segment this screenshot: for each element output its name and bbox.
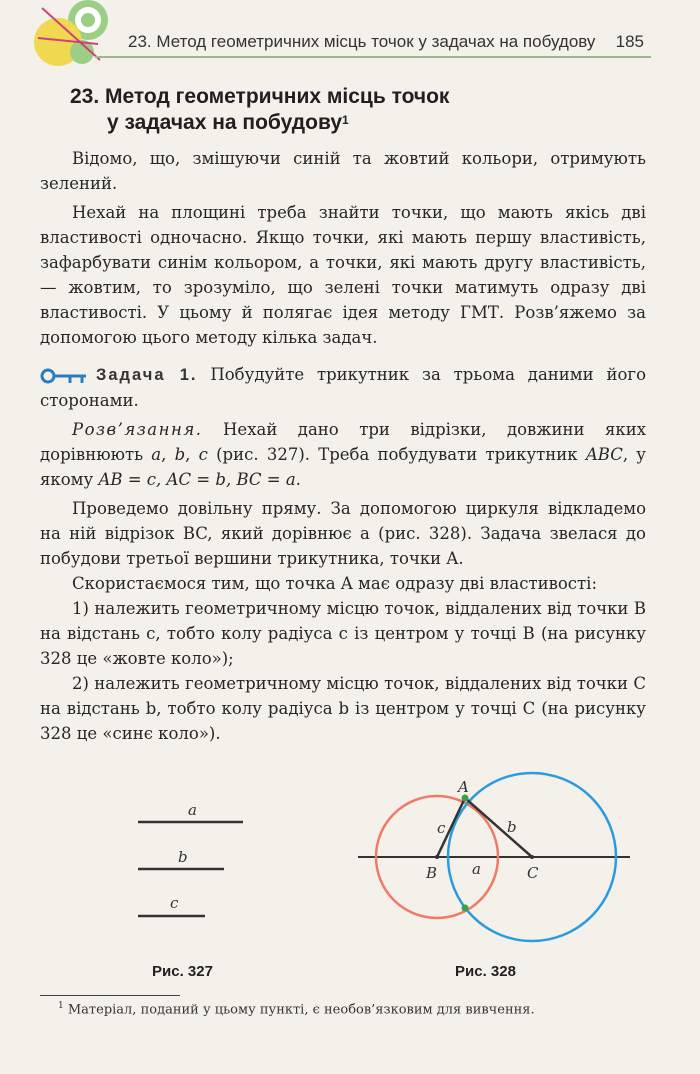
fig328-label-a: a [472,860,481,878]
point-C [530,855,534,859]
solution-text-c: , у якому [40,445,647,489]
point-B [435,855,439,859]
figure-327-caption: Рис. 327 [152,963,213,980]
solution-text-a: Нехай дано три відрізки, довжини яких дорівнюють [40,420,646,464]
fig328-label-A: A [458,778,469,796]
fig328-label-c: c [437,819,446,837]
triangle-name: ABC [585,445,623,464]
solution-text-b: (рис. 327). Треба побудувати трикутник [216,445,578,464]
var-b: b [174,445,186,464]
equation-bc: BC = a. [236,470,301,489]
paragraph-3: Проведемо довільну пряму. За допомогою циркуля відкладемо на ній відрізок BC, який дорівнює a (рис. 328). Задача звелася до побудови третьої вершини трикутника, точки A. [40,499,646,568]
footnote-text: Матеріал, поданий у цьому пункті, є необов’язковим для вивчення. [67,1002,535,1018]
running-title: 23. Метод геометричних місць точок у задачах на побудову [128,32,596,51]
key-icon [40,367,88,385]
footnote [58,1001,658,1017]
equation-ab: AB = c, [98,470,162,489]
task-label: Задача 1. [96,366,198,384]
footnote-rule [40,995,180,996]
list-item-1: 1) належить геометричному місцю точок, віддалених від точки B на відстань c, тобто колу радіуса c із центром у точці B (на рисунку 328 це «жовте коло»); [40,599,646,668]
page-number: 185 [615,32,644,51]
equation-ac: AC = b, [166,470,232,489]
body-text [40,146,646,746]
task-1 [40,354,646,413]
paragraph-4: Скористаємося тим, що точка A має одразу дві властивості: [72,574,598,593]
section-title [70,84,449,136]
fig327-label-c: c [170,894,179,912]
point-bottom-intersection [462,905,469,912]
fig328-label-b: b [507,818,517,836]
paragraph-1: Відомо, що, змішуючи синій та жовтий кольори, отримують зелений. [40,149,646,193]
list-item-2: 2) належить геометричному місцю точок, віддалених від точки C на відстань b, тобто колу радіуса b із центром у точці C (на рисунку 328 це «синє коло»). [40,674,646,743]
task-text: Побудуйте трикутник за трьома даними його сторонами. [40,365,647,410]
running-head [128,32,644,52]
solution: Розв’язання. Нехай дано три відрізки, довжини яких дорівнюють a, b, c (рис. 327). Треба побудувати трикутник ABC, у якому AB = c, AC = b, BC = a. [40,420,647,489]
var-a: a [151,445,162,464]
fig327-label-a: a [188,801,197,819]
figure-328-caption: Рис. 328 [455,963,516,980]
paragraph-2: Нехай на площині треба знайти точки, що мають якісь дві властивості одночасно. Якщо точки, які мають першу властивість, зафарбувати синім кольором, а точки, які мають другу властивість, — жовтим, то зрозуміло, що зелені точки матимуть одразу дві властивості. У цьому й полягає ідея методу ГМТ. Розв’яжемо за допомогою цього методу кілька задач. [40,203,646,347]
fig328-label-C: C [527,864,539,882]
header-rule [95,56,651,58]
figure-327 [0,770,700,990]
section-title-line2: у задачах на побудову [107,111,343,134]
solution-label: Розв’язання. [72,420,203,439]
footnote-mark: 1 [58,1001,64,1011]
chapter-logo-icon [0,0,110,75]
section-title-line1: 23. Метод геометричних місць точок [70,85,450,108]
figures [0,770,700,990]
fig327-label-b: b [178,848,188,866]
fig328-label-B: B [426,864,438,882]
title-footnote-mark: 1 [342,113,349,127]
var-c: c [198,445,208,464]
